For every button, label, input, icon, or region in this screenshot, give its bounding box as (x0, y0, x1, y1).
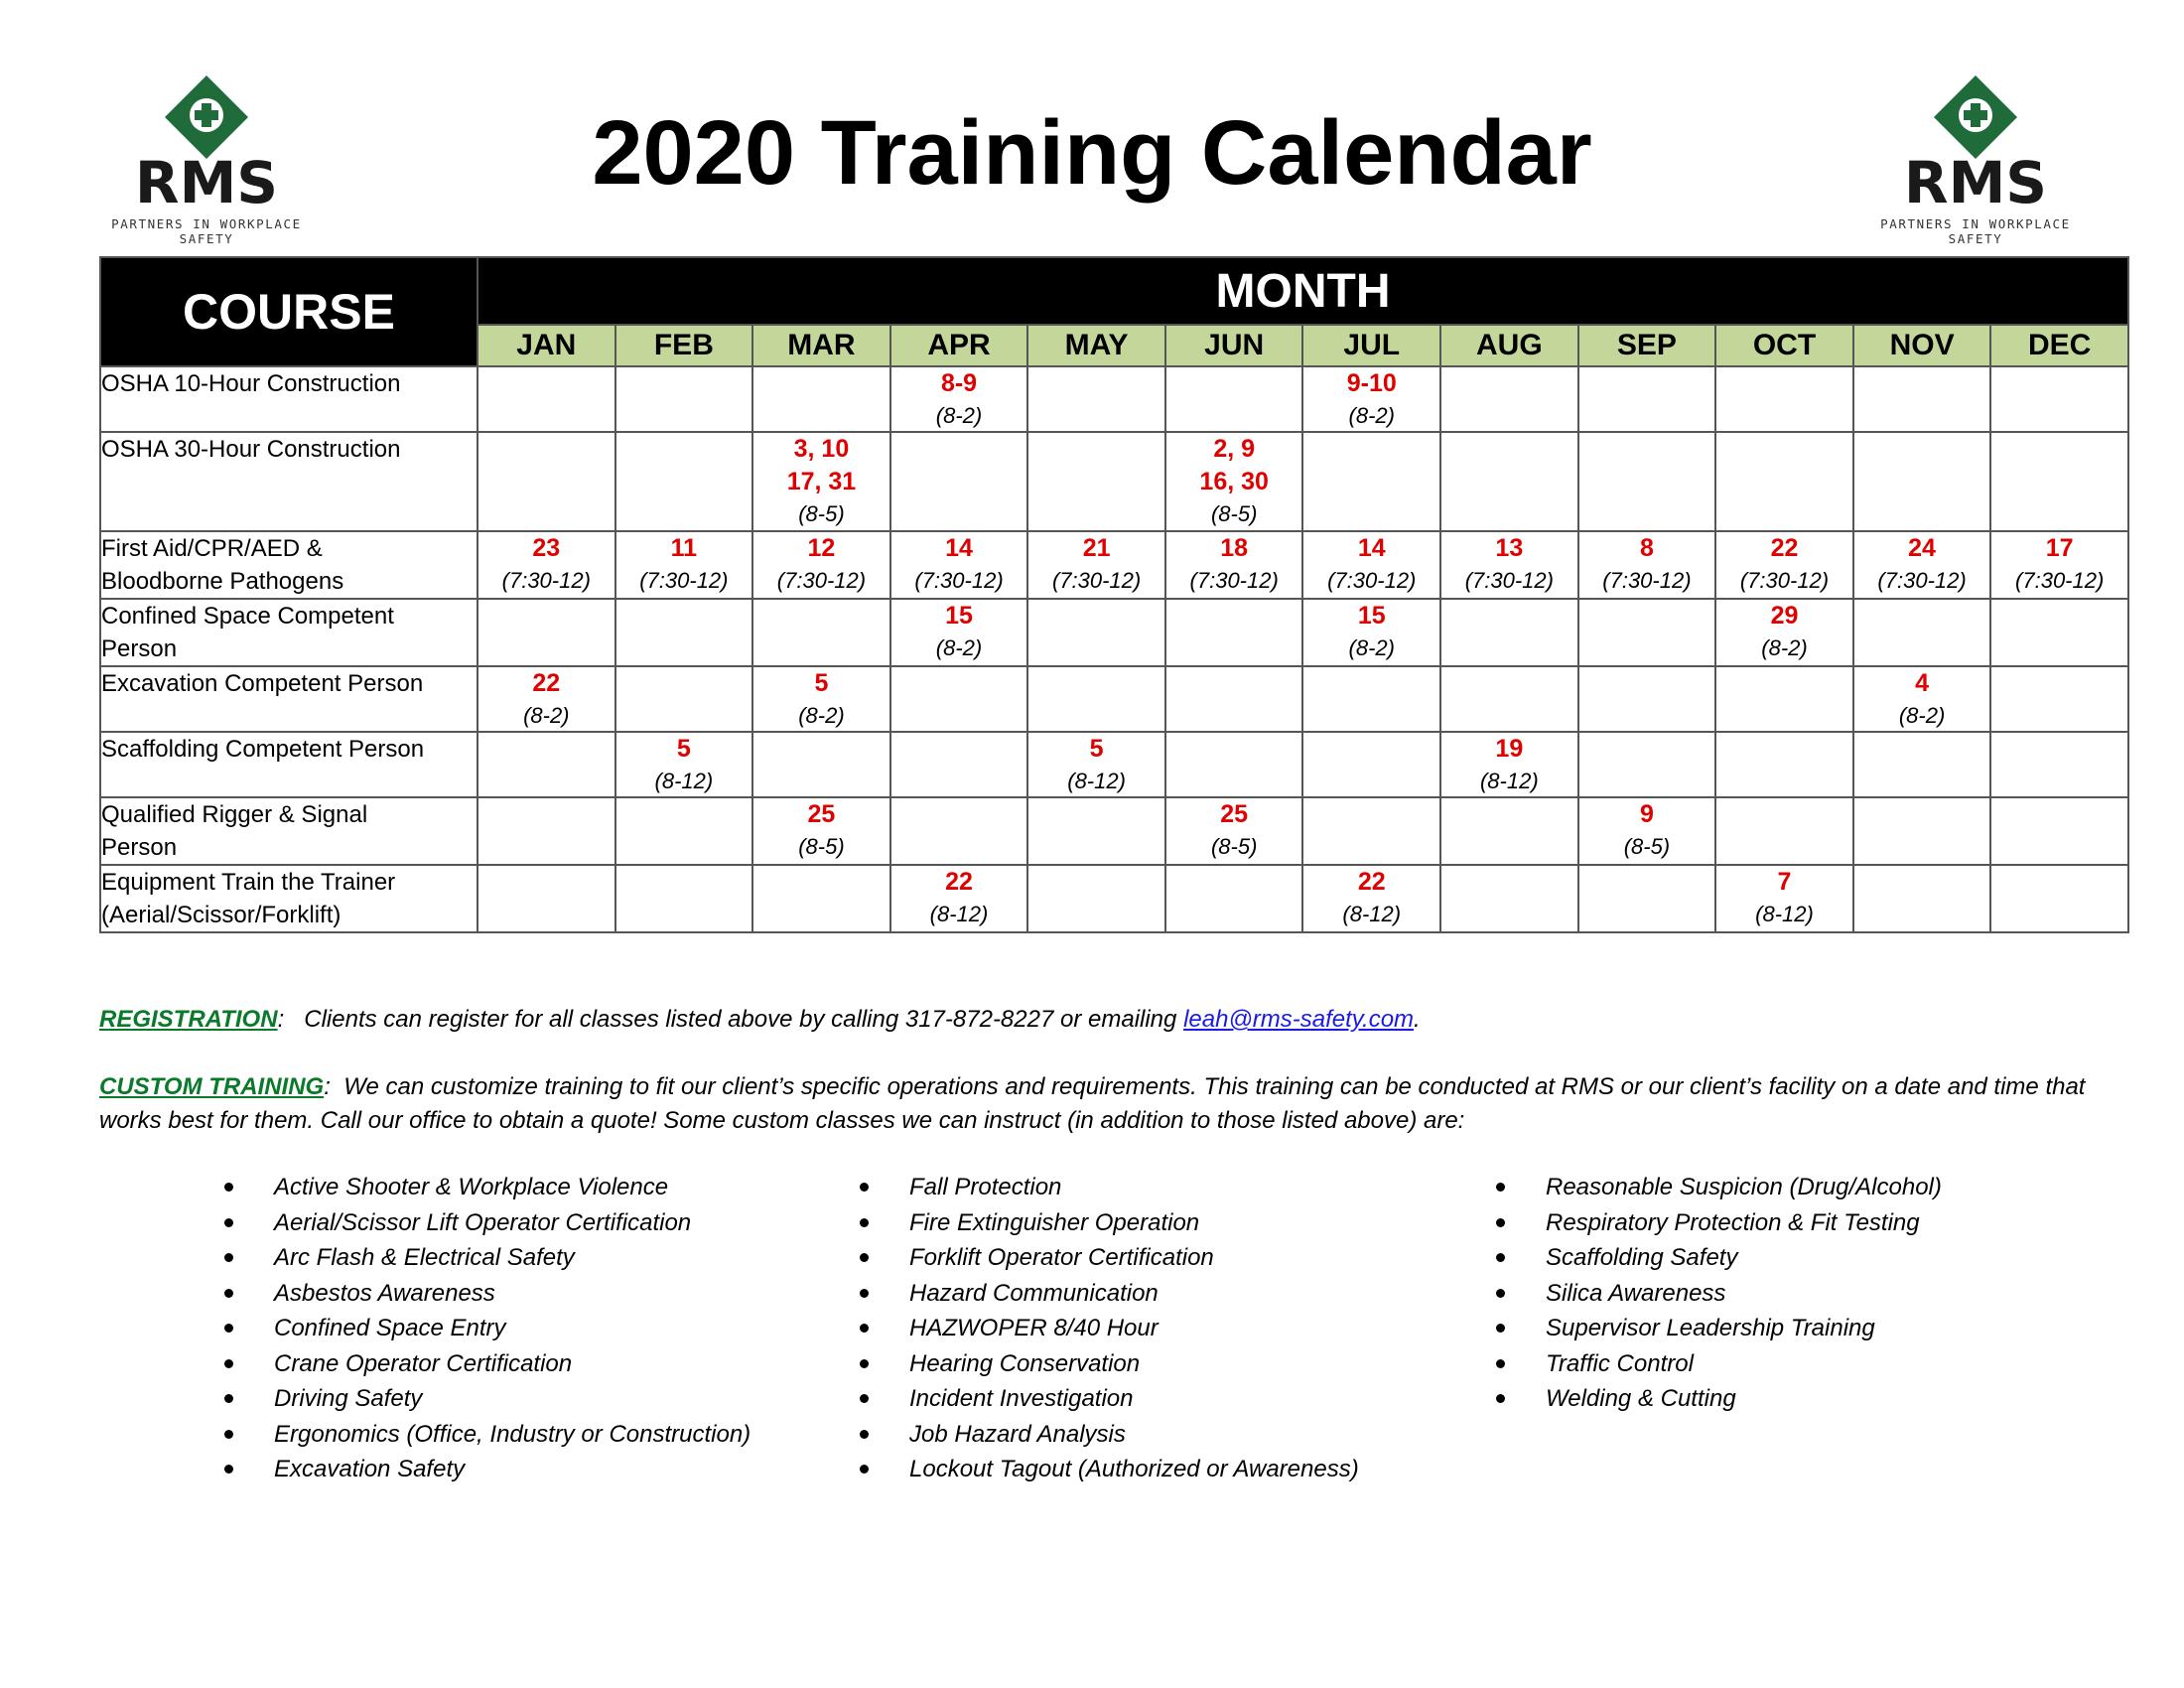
class-dates: 8 (1639, 534, 1654, 562)
custom-class-label: Supervisor Leadership Training (1546, 1315, 1875, 1341)
calendar-body (100, 366, 2128, 932)
schedule-cell-jun (1165, 666, 1303, 732)
class-dates: 4 (1915, 669, 1930, 697)
custom-class-item (860, 1452, 1359, 1487)
schedule-cell-aug (1440, 732, 1578, 797)
schedule-cell-dec (1990, 366, 2128, 432)
schedule-cell-feb (615, 732, 753, 797)
month-header-aug: AUG (1440, 325, 1578, 366)
bullet-icon (224, 1394, 233, 1403)
custom-class-item (860, 1240, 1359, 1276)
class-time: (8-5) (1210, 501, 1258, 526)
schedule-cell-apr (890, 865, 1028, 932)
bullet-icon (1496, 1183, 1505, 1192)
schedule-cell-apr (890, 797, 1028, 865)
schedule-cell-jun (1165, 366, 1303, 432)
custom-class-item (1496, 1205, 1942, 1241)
month-header-nov: NOV (1853, 325, 1991, 366)
class-dates: 15 (1357, 602, 1386, 630)
registration-text: Clients can register for all classes listed above by calling 317-872-8227 or emailing (304, 1006, 1177, 1033)
schedule-cell-jan (478, 599, 615, 666)
schedule-cell-apr (890, 666, 1028, 732)
class-dates: 2, 9 16, 30 (1199, 435, 1269, 495)
schedule-cell-jul (1302, 432, 1440, 531)
schedule-cell-oct (1715, 599, 1853, 666)
schedule-cell-oct (1715, 666, 1853, 732)
class-time: (7:30-12) (639, 568, 729, 593)
custom-class-label: Respiratory Protection & Fit Testing (1546, 1208, 1920, 1236)
custom-class-item (1496, 1276, 1942, 1312)
custom-class-label: Asbestos Awareness (274, 1279, 495, 1307)
schedule-cell-aug (1440, 366, 1578, 432)
schedule-cell-oct (1715, 797, 1853, 865)
schedule-cell-mar (752, 366, 890, 432)
schedule-cell-oct (1715, 865, 1853, 932)
schedule-cell-may (1027, 366, 1165, 432)
logo-wordmark: RMS (1903, 149, 2048, 211)
logo-tagline: PARTNERS IN WORKPLACE SAFETY (111, 216, 302, 246)
bullet-icon (224, 1324, 233, 1333)
bullet-icon (224, 1289, 233, 1298)
class-dates: 17 (2045, 534, 2074, 562)
course-name: Confined Space Competent Person (100, 599, 478, 666)
schedule-cell-feb (615, 432, 753, 531)
bullet-icon (1496, 1253, 1505, 1262)
schedule-cell-jul (1302, 732, 1440, 797)
course-name: First Aid/CPR/AED & Bloodborne Pathogens (100, 531, 478, 599)
custom-class-item (860, 1346, 1359, 1382)
bullet-icon (860, 1465, 869, 1474)
class-dates: 29 (1770, 602, 1799, 630)
schedule-cell-nov (1853, 366, 1991, 432)
custom-classes-column-2 (860, 1170, 1359, 1487)
custom-class-label: Crane Operator Certification (274, 1349, 573, 1377)
month-header-oct: OCT (1715, 325, 1853, 366)
class-dates: 13 (1495, 534, 1524, 562)
class-dates: 5 (1089, 735, 1104, 763)
class-time: (8-12) (1479, 769, 1539, 793)
class-time: (8-5) (1623, 834, 1671, 859)
month-header-jun: JUN (1165, 325, 1303, 366)
schedule-cell-nov (1853, 797, 1991, 865)
schedule-cell-dec (1990, 797, 2128, 865)
bullet-icon (860, 1183, 869, 1192)
custom-class-label: Ergonomics (Office, Industry or Construction) (274, 1420, 751, 1448)
custom-class-item (224, 1240, 751, 1276)
custom-class-item (860, 1381, 1359, 1417)
bullet-icon (860, 1359, 869, 1368)
class-dates: 5 (676, 735, 691, 763)
class-dates: 9-10 (1346, 369, 1397, 397)
custom-class-item (224, 1346, 751, 1382)
registration-email-link[interactable]: leah@rms-safety.com (1183, 1006, 1415, 1033)
custom-class-label: Active Shooter & Workplace Violence (274, 1174, 669, 1200)
course-name: Excavation Competent Person (100, 666, 478, 732)
bullet-icon (1496, 1359, 1505, 1368)
schedule-cell-may (1027, 797, 1165, 865)
table-row (100, 666, 2128, 732)
schedule-cell-mar (752, 599, 890, 666)
class-time: (7:30-12) (1189, 568, 1279, 593)
custom-training-label: CUSTOM TRAINING (99, 1073, 325, 1100)
schedule-cell-jan (478, 366, 615, 432)
schedule-cell-dec (1990, 666, 2128, 732)
custom-class-item (224, 1205, 751, 1241)
custom-class-item (224, 1311, 751, 1346)
custom-class-item (224, 1381, 751, 1417)
schedule-cell-jan (478, 432, 615, 531)
schedule-cell-nov (1853, 599, 1991, 666)
schedule-cell-sep (1578, 531, 1716, 599)
custom-class-label: Forklift Operator Certification (909, 1244, 1214, 1271)
schedule-cell-jul (1302, 599, 1440, 666)
custom-class-label: HAZWOPER 8/40 Hour (909, 1315, 1159, 1341)
schedule-cell-feb (615, 599, 753, 666)
class-dates: 3, 10 17, 31 (786, 435, 857, 495)
schedule-cell-jan (478, 797, 615, 865)
schedule-cell-sep (1578, 732, 1716, 797)
schedule-cell-sep (1578, 797, 1716, 865)
schedule-cell-jan (478, 666, 615, 732)
custom-class-label: Job Hazard Analysis (909, 1420, 1126, 1448)
schedule-cell-dec (1990, 732, 2128, 797)
class-dates: 24 (1908, 534, 1936, 562)
table-row (100, 531, 2128, 599)
custom-class-label: Incident Investigation (909, 1385, 1134, 1412)
class-time: (8-2) (798, 703, 845, 728)
schedule-cell-dec (1990, 865, 2128, 932)
month-header-may: MAY (1027, 325, 1165, 366)
month-header-dec: DEC (1990, 325, 2128, 366)
schedule-cell-feb (615, 865, 753, 932)
schedule-cell-sep (1578, 666, 1716, 732)
class-time: (8-2) (1898, 703, 1946, 728)
table-row (100, 865, 2128, 932)
custom-class-item (860, 1417, 1359, 1453)
class-time: (8-12) (1067, 769, 1126, 793)
schedule-cell-sep (1578, 432, 1716, 531)
custom-class-label: Lockout Tagout (Authorized or Awareness) (909, 1456, 1359, 1482)
course-name: Equipment Train the Trainer (Aerial/Scissor/Forklift) (100, 865, 478, 932)
bullet-icon (224, 1359, 233, 1368)
custom-class-label: Aerial/Scissor Lift Operator Certification (274, 1208, 692, 1236)
schedule-cell-jun (1165, 531, 1303, 599)
schedule-cell-sep (1578, 599, 1716, 666)
schedule-cell-jul (1302, 865, 1440, 932)
bullet-icon (224, 1430, 233, 1439)
training-calendar-table (99, 256, 2129, 933)
custom-class-label: Confined Space Entry (274, 1315, 506, 1341)
schedule-cell-nov (1853, 865, 1991, 932)
schedule-cell-nov (1853, 531, 1991, 599)
custom-class-item (224, 1276, 751, 1312)
schedule-cell-jun (1165, 432, 1303, 531)
table-row (100, 797, 2128, 865)
class-dates: 19 (1495, 735, 1524, 763)
schedule-cell-mar (752, 432, 890, 531)
logo-tagline: PARTNERS IN WORKPLACE SAFETY (1880, 216, 2071, 246)
schedule-cell-mar (752, 797, 890, 865)
schedule-cell-aug (1440, 797, 1578, 865)
course-name: OSHA 30-Hour Construction (100, 432, 478, 531)
bullet-icon (224, 1465, 233, 1474)
class-dates: 18 (1220, 534, 1249, 562)
custom-class-item (1496, 1346, 1942, 1382)
class-time: (7:30-12) (1877, 568, 1967, 593)
class-dates: 22 (532, 669, 561, 697)
schedule-cell-dec (1990, 432, 2128, 531)
class-dates: 23 (532, 534, 561, 562)
schedule-cell-jun (1165, 865, 1303, 932)
custom-class-item (860, 1276, 1359, 1312)
bullet-icon (860, 1253, 869, 1262)
class-dates: 25 (807, 800, 836, 828)
schedule-cell-jan (478, 732, 615, 797)
class-dates: 5 (814, 669, 829, 697)
course-column-header: COURSE (100, 257, 478, 366)
custom-class-label: Excavation Safety (274, 1456, 466, 1482)
class-dates: 7 (1777, 868, 1792, 896)
class-time: (8-2) (1348, 635, 1395, 660)
custom-class-item (1496, 1381, 1942, 1417)
class-dates: 8-9 (940, 369, 978, 397)
table-row (100, 432, 2128, 531)
schedule-cell-jun (1165, 732, 1303, 797)
schedule-cell-jan (478, 865, 615, 932)
class-time: (8-5) (798, 501, 845, 526)
custom-class-item (1496, 1240, 1942, 1276)
bullet-icon (860, 1324, 869, 1333)
custom-class-label: Reasonable Suspicion (Drug/Alcohol) (1546, 1174, 1942, 1200)
table-row (100, 599, 2128, 666)
class-time: (7:30-12) (914, 568, 1004, 593)
class-time: (8-2) (935, 635, 983, 660)
course-name: OSHA 10-Hour Construction (100, 366, 478, 432)
custom-class-label: Traffic Control (1546, 1349, 1694, 1377)
schedule-cell-jul (1302, 366, 1440, 432)
logo-wordmark: RMS (134, 149, 279, 211)
custom-class-label: Fire Extinguisher Operation (909, 1208, 1200, 1236)
custom-classes-column-3 (1496, 1170, 1942, 1417)
schedule-cell-dec (1990, 531, 2128, 599)
custom-class-item (224, 1452, 751, 1487)
custom-class-item (860, 1170, 1359, 1205)
schedule-cell-apr (890, 432, 1028, 531)
month-header-feb: FEB (615, 325, 753, 366)
schedule-cell-nov (1853, 666, 1991, 732)
class-dates: 21 (1082, 534, 1111, 562)
schedule-cell-apr (890, 531, 1028, 599)
custom-class-label: Arc Flash & Electrical Safety (274, 1244, 575, 1271)
registration-note: REGISTRATION: Clients can register for all classes listed above by calling 317-872-8227 or emailing leah@rms-safety.com. (99, 1006, 1421, 1033)
course-name: Qualified Rigger & Signal Person (100, 797, 478, 865)
schedule-cell-nov (1853, 432, 1991, 531)
schedule-cell-may (1027, 666, 1165, 732)
schedule-cell-mar (752, 865, 890, 932)
bullet-icon (1496, 1324, 1505, 1333)
bullet-icon (860, 1289, 869, 1298)
class-time: (7:30-12) (1327, 568, 1417, 593)
bullet-icon (1496, 1289, 1505, 1298)
page-title: 2020 Training Calendar (592, 102, 1592, 204)
class-time: (7:30-12) (1051, 568, 1142, 593)
schedule-cell-oct (1715, 432, 1853, 531)
course-name: Scaffolding Competent Person (100, 732, 478, 797)
custom-class-label: Hazard Communication (909, 1279, 1159, 1307)
class-time: (7:30-12) (1464, 568, 1554, 593)
class-time: (7:30-12) (501, 568, 591, 593)
month-header-jan: JAN (478, 325, 615, 366)
schedule-cell-apr (890, 366, 1028, 432)
class-time: (8-12) (1755, 902, 1814, 926)
class-dates: 9 (1639, 800, 1654, 828)
custom-class-item (1496, 1311, 1942, 1346)
table-row (100, 366, 2128, 432)
bullet-icon (224, 1253, 233, 1262)
schedule-cell-oct (1715, 366, 1853, 432)
class-time: (7:30-12) (776, 568, 867, 593)
schedule-cell-aug (1440, 599, 1578, 666)
custom-class-label: Welding & Cutting (1546, 1385, 1736, 1412)
custom-class-label: Silica Awareness (1546, 1279, 1726, 1307)
schedule-cell-apr (890, 732, 1028, 797)
schedule-cell-mar (752, 666, 890, 732)
registration-label: REGISTRATION (99, 1006, 278, 1033)
class-time: (8-12) (654, 769, 714, 793)
custom-class-label: Fall Protection (909, 1174, 1062, 1200)
schedule-cell-aug (1440, 432, 1578, 531)
schedule-cell-apr (890, 599, 1028, 666)
class-dates: 15 (945, 602, 973, 630)
table-row (100, 732, 2128, 797)
custom-classes-column-1 (224, 1170, 751, 1487)
class-time: (7:30-12) (1739, 568, 1830, 593)
class-dates: 11 (670, 534, 698, 562)
bullet-icon (1496, 1218, 1505, 1227)
month-header-mar: MAR (752, 325, 890, 366)
custom-training-text: We can customize training to fit our client’s specific operations and requirements. This training can be conducted at RMS or our client’s facility on a date and time that works best for them. Call our office to obtain a quote! Some custom classes we can instruct (in addition to those listed above) are: (99, 1073, 2086, 1134)
custom-class-item (860, 1205, 1359, 1241)
schedule-cell-jul (1302, 797, 1440, 865)
schedule-cell-jul (1302, 666, 1440, 732)
class-dates: 22 (945, 868, 973, 896)
schedule-cell-may (1027, 732, 1165, 797)
custom-class-item (224, 1417, 751, 1453)
schedule-cell-may (1027, 865, 1165, 932)
custom-class-item (224, 1170, 751, 1205)
class-time: (8-12) (929, 902, 989, 926)
schedule-cell-may (1027, 599, 1165, 666)
class-dates: 14 (1357, 534, 1386, 562)
month-header-apr: APR (890, 325, 1028, 366)
custom-class-item (860, 1311, 1359, 1346)
month-header-sep: SEP (1578, 325, 1716, 366)
schedule-cell-nov (1853, 732, 1991, 797)
schedule-cell-oct (1715, 531, 1853, 599)
custom-training-note: CUSTOM TRAINING: We can customize training to fit our client’s specific operations and requirements. This training can be conducted at RMS or our client’s facility on a date and time that works best for them. Call our office to obtain a quote! Some custom classes we can instruct (in addition to those listed above) are: (99, 1073, 2086, 1134)
schedule-cell-dec (1990, 599, 2128, 666)
bullet-icon (860, 1430, 869, 1439)
schedule-cell-aug (1440, 666, 1578, 732)
bullet-icon (224, 1218, 233, 1227)
class-dates: 22 (1770, 534, 1799, 562)
schedule-cell-jul (1302, 531, 1440, 599)
custom-class-label: Hearing Conservation (909, 1349, 1141, 1377)
class-time: (8-12) (1342, 902, 1402, 926)
schedule-cell-sep (1578, 366, 1716, 432)
bullet-icon (224, 1183, 233, 1192)
schedule-cell-mar (752, 732, 890, 797)
schedule-cell-aug (1440, 531, 1578, 599)
class-time: (8-5) (1210, 834, 1258, 859)
schedule-cell-aug (1440, 865, 1578, 932)
class-dates: 14 (945, 534, 973, 562)
schedule-cell-jan (478, 531, 615, 599)
schedule-cell-feb (615, 531, 753, 599)
custom-class-label: Driving Safety (274, 1385, 423, 1412)
class-dates: 12 (807, 534, 836, 562)
schedule-cell-may (1027, 531, 1165, 599)
custom-class-label: Scaffolding Safety (1546, 1244, 1738, 1271)
schedule-cell-jun (1165, 797, 1303, 865)
schedule-cell-oct (1715, 732, 1853, 797)
class-time: (7:30-12) (1602, 568, 1692, 593)
class-time: (8-2) (1761, 635, 1808, 660)
schedule-cell-sep (1578, 865, 1716, 932)
class-dates: 25 (1220, 800, 1249, 828)
schedule-cell-may (1027, 432, 1165, 531)
bullet-icon (860, 1218, 869, 1227)
bullet-icon (860, 1394, 869, 1403)
class-time: (8-2) (523, 703, 570, 728)
schedule-cell-feb (615, 666, 753, 732)
class-time: (8-2) (1348, 403, 1395, 428)
schedule-cell-jun (1165, 599, 1303, 666)
month-column-header: MONTH (478, 257, 2128, 325)
bullet-icon (1496, 1394, 1505, 1403)
month-header-jul: JUL (1302, 325, 1440, 366)
class-time: (7:30-12) (2015, 568, 2105, 593)
class-time: (8-2) (935, 403, 983, 428)
class-dates: 22 (1357, 868, 1386, 896)
schedule-cell-feb (615, 366, 753, 432)
class-time: (8-5) (798, 834, 845, 859)
schedule-cell-mar (752, 531, 890, 599)
custom-class-item (1496, 1170, 1942, 1205)
schedule-cell-feb (615, 797, 753, 865)
